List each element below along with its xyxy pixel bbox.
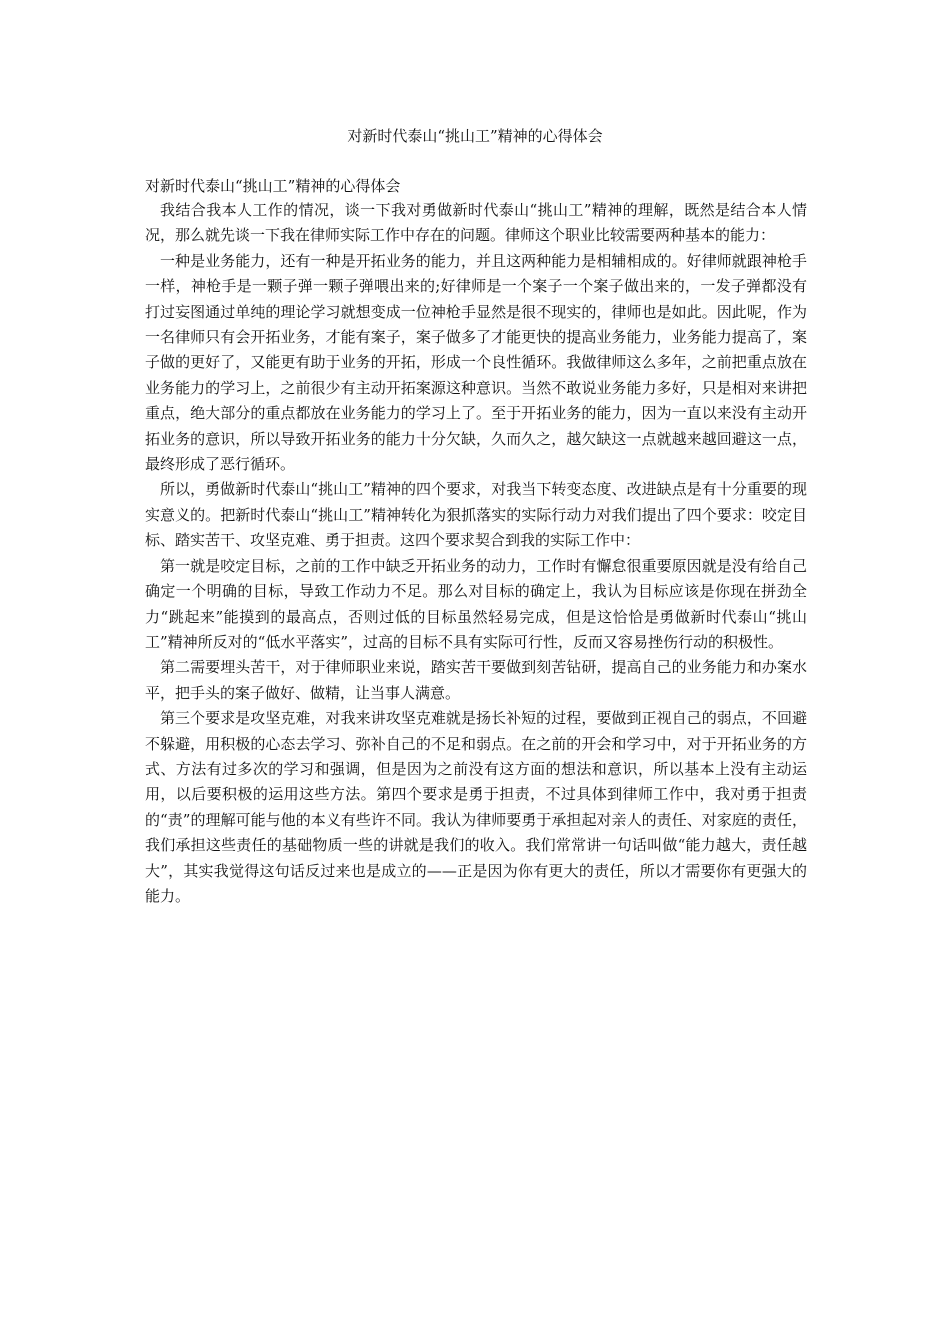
paragraph-intro: 我结合我本人工作的情况，谈一下我对勇做新时代泰山“挑山工”精神的理解，既然是结合本人情况，那么就先谈一下我在律师实际工作中存在的问题。律师这个职业比较需要两种基本的能力： xyxy=(145,201,807,245)
paragraph-third-fourth-requirement: 第三个要求是攻坚克难，对我来讲攻坚克难就是扬长补短的过程，要做到正视自己的弱点，不回避不躲避，用积极的心态去学习、弥补自己的不足和弱点。在之前的开会和学习中，对于开拓业务的方式、方法有过多次的学习和强调，但是因为之前没有这方面的想法和意识，所以基本上没有主动运用，以后要积极的运用这些方法。第四个要求是勇于担责，不过具体到律师工作中，我对勇于担责的“责”的理解可能与他的本义有些许不同。我认为律师要勇于承担起对亲人的责任、对家庭的责任，我们承担这些责任的基础物质一些的讲就是我们的收入。我们常常讲一句话叫做“能力越大，责任越大”，其实我觉得这句话反过来也是成立的——正是因为你有更大的责任，所以才需要你有更强大的能力。 xyxy=(145,709,807,905)
paragraph-two-abilities: 一种是业务能力，还有一种是开拓业务的能力，并且这两种能力是相辅相成的。好律师就跟神枪手一样，神枪手是一颗子弹一颗子弹喂出来的;好律师是一个案子一个案子做出来的，一发子弹都没有打过妄图通过单纯的理论学习就想变成一位神枪手显然是很不现实的，律师也是如此。因此呢，作为一名律师只有会开拓业务，才能有案子，案子做多了才能更快的提高业务能力，业务能力提高了，案子做的更好了，又能更有助于业务的开拓，形成一个良性循环。我做律师这么多年，之前把重点放在业务能力的学习上，之前很少有主动开拓案源这种意识。当然不敢说业务能力多好，只是相对来讲把重点，绝大部分的重点都放在业务能力的学习上了。至于开拓业务的能力，因为一直以来没有主动开拓业务的意识，所以导致开拓业务的能力十分欠缺，久而久之，越欠缺这一点就越来越回避这一点，最终形成了恶行循环。 xyxy=(145,251,807,474)
page-title: 对新时代泰山“挑山工”精神的心得体会 xyxy=(347,127,603,145)
paragraph-first-requirement: 第一就是咬定目标，之前的工作中缺乏开拓业务的动力，工作时有懈怠很重要原因就是没有给自己确定一个明确的目标，导致工作动力不足。那么对目标的确定上，我认为目标应该是你现在拼劲全力“跳起来”能摸到的最高点，否则过低的目标虽然轻易完成，但是这恰恰是勇做新时代泰山“挑山工”精神所反对的“低水平落实”，过高的目标不具有实际可行性，反而又容易挫伤行动的积极性。 xyxy=(145,556,807,651)
document-body xyxy=(145,174,807,909)
paragraph-four-requirements: 所以，勇做新时代泰山“挑山工”精神的四个要求，对我当下转变态度、改进缺点是有十分重要的现实意义的。把新时代泰山“挑山工”精神转化为狠抓落实的实际行动力对我们提出了四个要求：咬定目标、踏实苦干、攻坚克难、勇于担责。这四个要求契合到我的实际工作中： xyxy=(145,480,807,550)
document-subtitle: 对新时代泰山“挑山工”精神的心得体会 xyxy=(145,177,401,195)
paragraph-second-requirement: 第二需要埋头苦干，对于律师职业来说，踏实苦干要做到刻苦钻研，提高自己的业务能力和办案水平，把手头的案子做好、做精，让当事人满意。 xyxy=(145,658,807,702)
